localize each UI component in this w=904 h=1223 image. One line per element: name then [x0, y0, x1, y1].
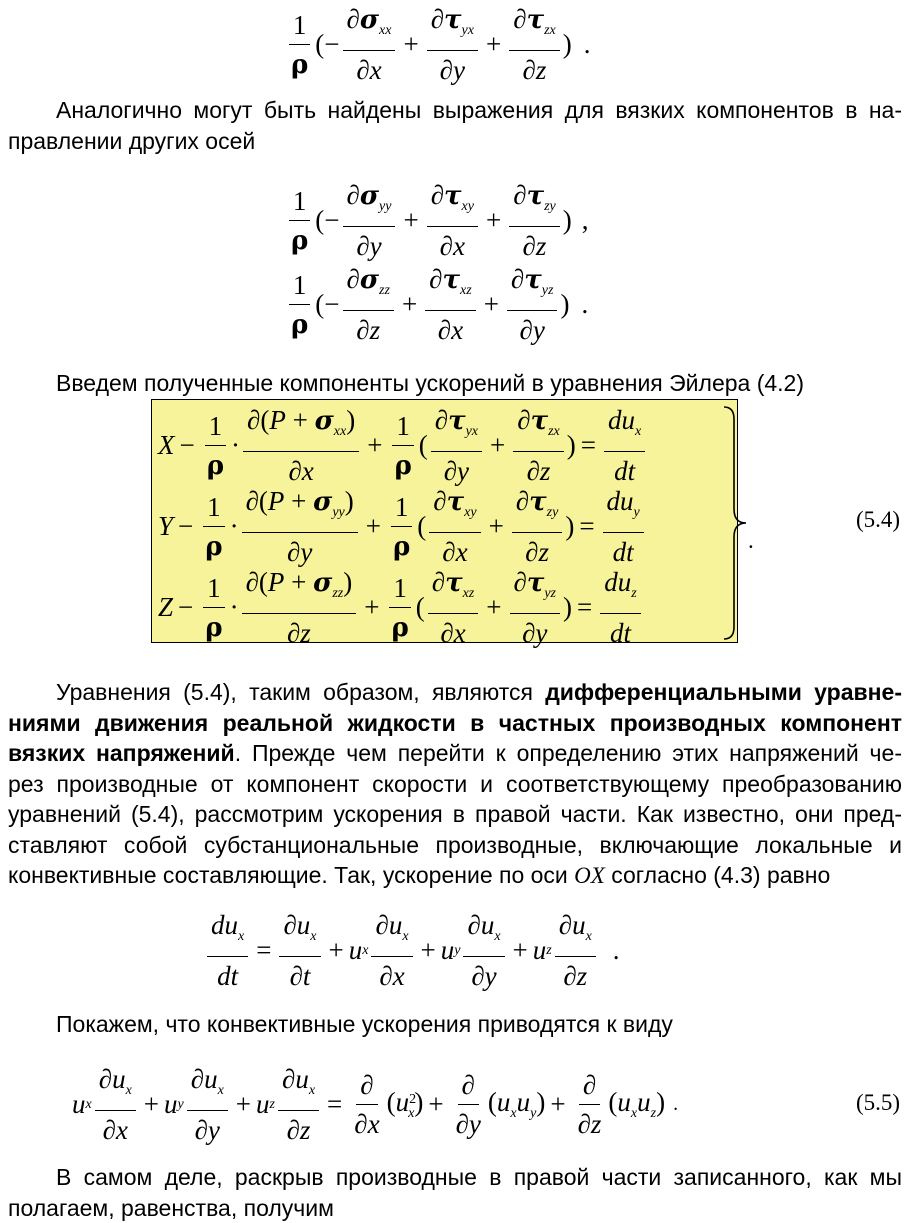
equation-x-row: X − $\frac{1}{\rho}$ · $\frac{\partial(P + \sigma_{xx})}{\partial x}$ + $\frac{1}{\rho}$ ( $\frac{\partial\tau_{yx}}{\partial y}$ + $\frac{\partial\tau_{zx}}{\partial z}$ ) = $\frac{du_x}{dt}$: [158, 403, 648, 488]
formula-viscous-y: $\frac{1}{\rho}$ (− $\frac{\partial\sigma_{yy}}{\partial y}$ + $\frac{\partial\tau_{xy}}{\partial x}$ + $\frac{\partial\tau_{zy}}{\partial z}$ ) ,: [284, 178, 588, 263]
equation-dot: .: [748, 528, 754, 553]
paragraph-proof: В самом деле, раскрыв производные в правой части записанного, как мы полагаем, равенства, получим: [8, 1164, 902, 1221]
equation-number-5-5: (5.5): [856, 1090, 901, 1115]
paragraph-euler-intro: Введем полученные компоненты ускорений в уравнения Эйлера (4.2): [56, 370, 804, 396]
equation-z-row: Z − $\frac{1}{\rho}$ · $\frac{\partial(P + \sigma_{zz})}{\partial z}$ + $\frac{1}{\rho}$ ( $\frac{\partial\tau_{xz}}{\partial x}$ + $\frac{\partial\tau_{yz}}{\partial y}$ ) = $\frac{du_z}{dt}$: [158, 565, 644, 650]
formula-substantial-derivative: $\frac{du_x}{dt}$ = $\frac{\partial u_x}{\partial t}$ + u x $\frac{\partial u_x}{\partial x}$ + u y $\frac{\partial u_x}{\partial y}$ + u z $\frac{\partial u_x}{\partial z}$ .: [204, 908, 620, 993]
formula-viscous-x: $\frac{1}{\rho}$ (− $\frac{\partial\sigma_{xx}}{\partial x}$ + $\frac{\partial\tau_{yx}}{\partial y}$ + $\frac{\partial\tau_{zx}}{\partial z}$ ) .: [284, 2, 590, 87]
right-brace-icon: [722, 405, 750, 641]
equation-y-row: Y − $\frac{1}{\rho}$ · $\frac{\partial(P + \sigma_{yy})}{\partial y}$ + $\frac{1}{\rho}$ ( $\frac{\partial\tau_{xy}}{\partial x}$ + $\frac{\partial\tau_{zy}}{\partial z}$ ) = $\frac{du_y}{dt}$: [158, 484, 647, 569]
formula-viscous-z: $\frac{1}{\rho}$ (− $\frac{\partial\sigma_{zz}}{\partial z}$ + $\frac{\partial\tau_{xz}}{\partial x}$ + $\frac{\partial\tau_{yz}}{\partial y}$ ) .: [284, 262, 588, 347]
formula-convective-5-5: u x $\frac{\partial u_x}{\partial x}$ + u y $\frac{\partial u_x}{\partial y}$ + u z $\frac{\partial u_x}{\partial z}$ = $\frac{\partial}{\partial x}$ $(u^2_x)$ + $\frac{\partial}{\partial y}$ $(u_xu_y)$ + $\frac{\partial}{\partial z}$ $(u_xu_z)$ .: [72, 1064, 679, 1145]
paragraph-convective: Покажем, что конвективные ускорения приводятся к виду: [56, 1011, 673, 1037]
paragraph-viscous-equations: Уравнения (5.4), таким образом, являются дифференциальными уравне- ниями движения реальной жидкости в частных производных компонент вязких напряжений. Прежде чем перейти к определению этих напряжений че- рез производные от компонент скорости и соответствующему преобразованию уравнений (5.4), рассмотрим ускорения в правой части. Как известно, они пред- ставляют собой субстанциональные производные, включающие локальные и конвективные составляющие. Так, ускорение по оси OX согласно (4.3) равно: [8, 679, 902, 888]
paragraph-viscous-intro: Аналогично могут быть найдены выражения для вязких компонентов в на- правлении других осей: [8, 97, 902, 154]
equation-number-5-4: (5.4): [856, 507, 901, 532]
